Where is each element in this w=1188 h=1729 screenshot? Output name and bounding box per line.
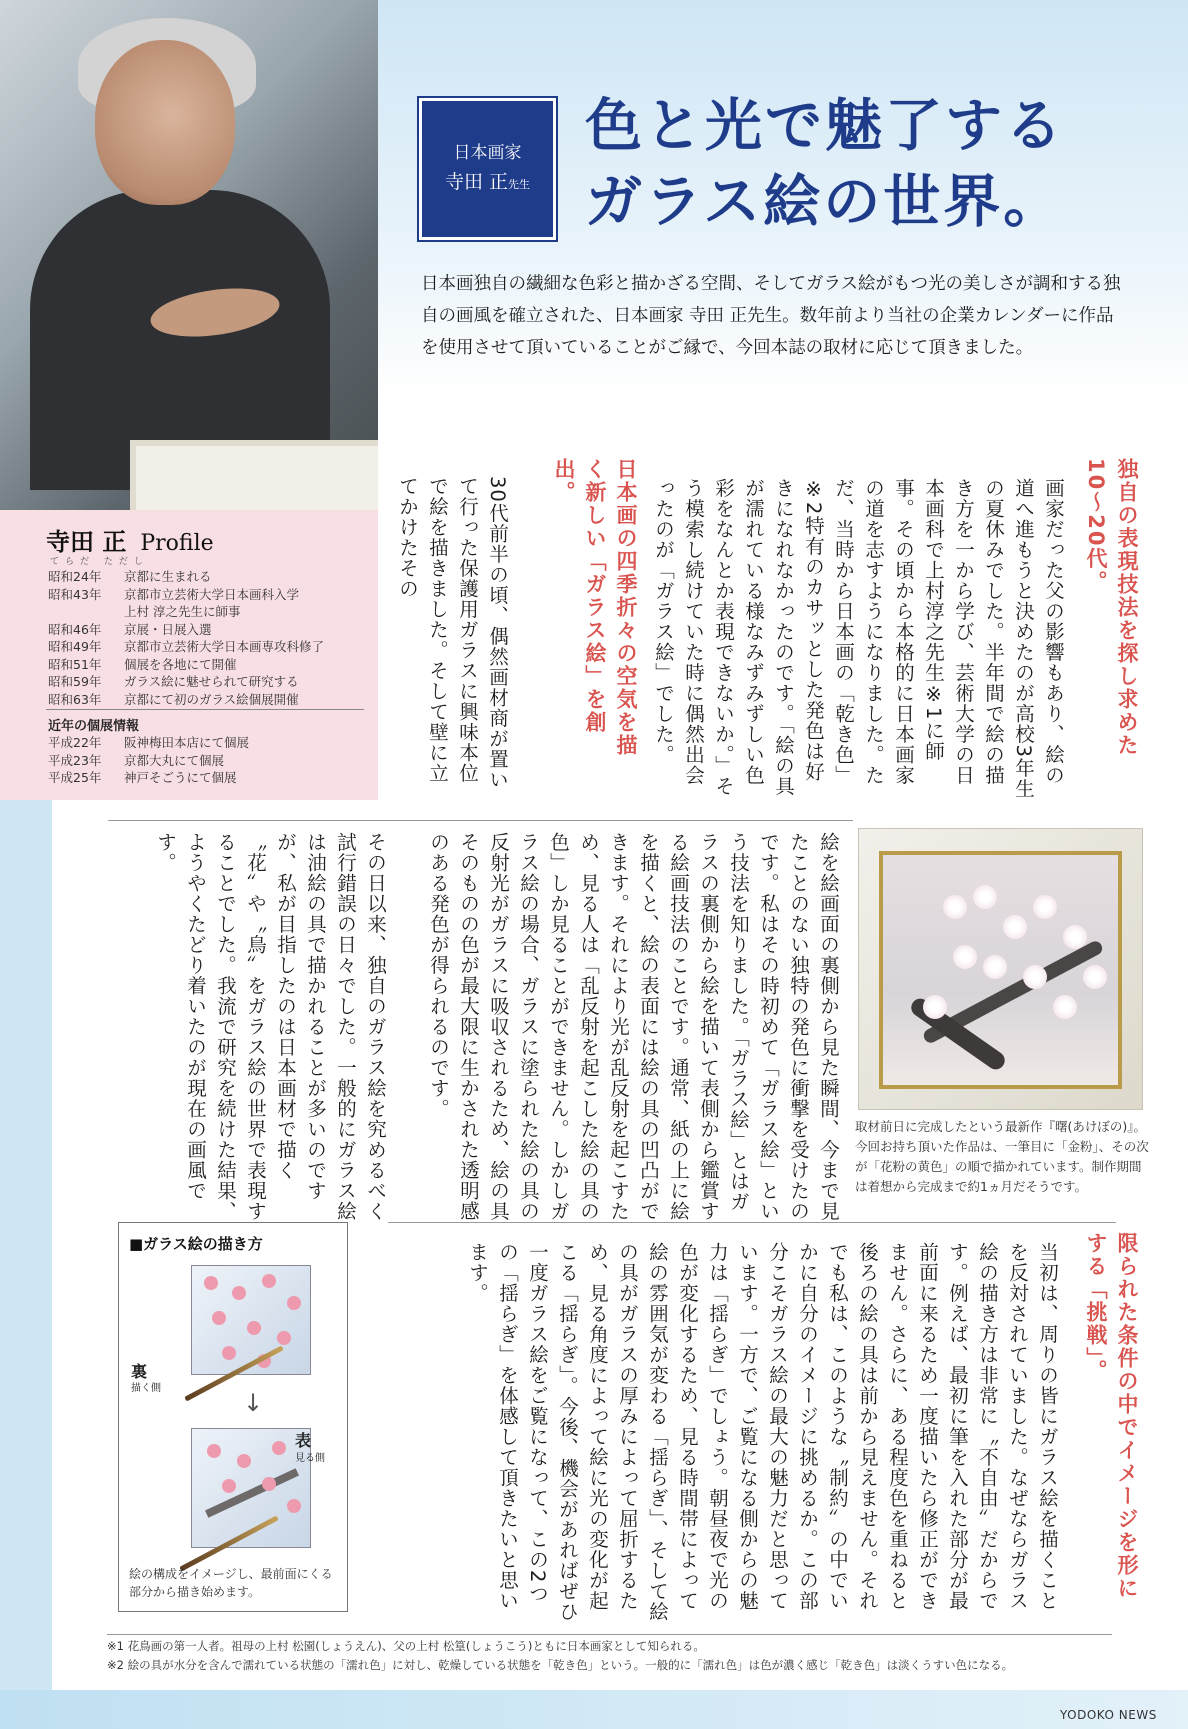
section3-heading: 限られた条件の中でイメージを形にする「挑戦」。 [1084,1232,1139,1600]
career-text: 京都市立芸術大学日本画専攻科修了 [124,639,325,654]
recent-exhibit-year: 平成22年 [48,735,102,750]
career-row [48,621,368,639]
footnote-2: ※2 絵の具が水分を含んで濡れている状態の「濡れ色」に対し、乾燥している状態を「乾き色」という。一般的に「濡れ色」は色が濃く感じ「乾き色」は淡くうすい色になる。 [107,1658,1014,1672]
artist-honorific: 先生 [508,177,531,191]
recent-exhibit-text: 神戸そごうにて個展 [124,770,237,785]
career-text: 京展・日展入選 [124,621,212,637]
career-row [48,656,368,674]
footnote-1: ※1 花鳥画の第一人者。祖母の上村 松園(しょうえん)、父の上村 松篁(しょうこう)ともに日本画家として知られる。 [107,1639,705,1653]
career-year [48,603,124,621]
artist-title-box [419,98,556,240]
artwork-caption: 取材前日に完成したという最新作『曙(あけぼの)』。今回お持ち頂いた作品は、一筆目に「金粉」、その次が「花粉の黄色」の順で描かれています。制作期間は着想から完成まで約1ヵ月だそうです。 [855,1119,1149,1194]
career-text: 京都にて初のガラス絵個展開催 [124,691,299,707]
recent-exhibit-row [48,734,368,752]
recent-exhibit-text: 京都大丸にて個展 [124,752,225,768]
howto-caption: 絵の構成をイメージし、最前面にくる部分から描き始めます。 [129,1567,333,1599]
career-text: 京都市立芸術大学日本画科入学 [124,586,300,602]
career-year: 昭和51年 [48,656,102,672]
recent-exhibit-row [48,752,368,770]
recent-exhibit-text: 阪神梅田本店にて個展 [124,735,250,750]
bottom-band [0,1690,1188,1729]
recent-exhibit-year: 平成25年 [48,770,102,785]
section1-body: 画家だった父の影響もあり、絵の道へ進もうと決めたのが高校3年生の夏休みでした。半年間で絵の描き方を一から学び、芸術大学の日本画科で上村淳之先生※1に師事。その頃から本格的に日本画家の道を志すようになりました。ただ、当時から日本画の「乾き色」※2特有のカサッとした発色は好きになれなかったのです。「絵の具が濡れている様なみずみずしい色彩をなんとか表現できないか。」そう模索し続けていた時に偶然出会ったのが「ガラス絵」でした。 [652,478,1065,799]
headline-line-1: 色と光で魅了する [585,92,1065,159]
career-year: 昭和43年 [48,586,102,602]
career-row [48,603,368,621]
publication-name: YODOKO NEWS [1060,1708,1157,1722]
career-year: 昭和59年 [48,674,102,689]
recent-exhibit-row [48,769,368,787]
career-year: 昭和46年 [48,621,102,637]
artist-role: 日本画家 [453,142,522,163]
career-list [48,568,368,708]
career-row [48,586,368,604]
profile-name: 寺田 正 [46,528,127,556]
section3-body: 当初は、周りの皆にガラス絵を描くことを反対されていました。なぜならガラス絵の描き方は非常に〝不自由〟だからです。例えば、最初に筆を入れた部分が最前面に来るため一度描いたら修正ができません。さらに、ある程度色を重ねると後ろの絵の具は前から見えません。それでも私は、このような〝制約〟の中でいかに自分のイメージに挑めるか。この部分こそガラス絵の最大の魅力だと思っています。一方で、ご覧になる側からの魅力は「揺らぎ」でしょう。朝昼夜で光の色が変化するため、見る時間帯によって絵の雰囲気が変わる「揺らぎ」、そして絵の具がガラスの厚みによって屈折するため、見る角度によって絵に光の変化が起こる「揺らぎ」。今後、機会があればぜひ一度ガラス絵をご覧になって、この2つの「揺らぎ」を体感して頂きたいと思います。 [466,1242,1059,1622]
section1-heading: 独自の表現技法を探し求めた10～20代。 [1084,458,1139,757]
back-label: 裏 [131,1362,148,1381]
back-sub-label: 描く側 [131,1383,161,1394]
howto-title: ■ガラス絵の描き方 [129,1235,263,1253]
artist-name-box [445,167,530,200]
profile-divider [46,709,364,710]
career-text: 上村 淳之先生に師事 [124,604,241,619]
footnotes [107,1634,1157,1675]
column-divider-1 [108,820,853,821]
career-text: 個展を各地にて開催 [124,656,237,672]
headline-line-2: ガラス絵の世界。 [585,168,1064,235]
career-text: ガラス絵に魅せられて研究する [124,674,299,689]
column-divider-2 [388,1222,1116,1223]
profile-name-row [46,522,214,557]
front-sub-label: 見る側 [295,1453,325,1464]
section2-heading: 日本画の四季折々の空気を描く新しい「ガラス絵」を創出。 [552,458,638,757]
career-year: 昭和24年 [48,569,102,584]
artist-name-text: 寺田 正 [444,170,509,193]
career-year: 昭和49年 [48,639,102,654]
page-headline [585,88,1145,240]
career-row [48,568,368,586]
recent-exhibits-title: 近年の個展情報 [48,719,140,734]
artwork-photo [858,828,1143,1110]
career-year: 昭和63年 [48,691,102,707]
recent-exhibit-year: 平成23年 [48,752,102,768]
profile-ruby: てらだ ただし [50,557,149,567]
recent-exhibits-list [48,734,368,787]
section2-body-b: 絵を絵画面の裏側から見た瞬間、今まで見たことのない独特の発色に衝撃を受けたのです。私はその時初めて「ガラス絵」という技法を知りました。「ガラス絵」とはガラスの裏側から絵を描いて表側から鑑賞する絵画技法のことです。通常、紙の上に絵を描くと、絵の表面には絵の具の凹凸ができます。それにより光が乱反射を起こすため、見る人は「乱反射を起こした絵の具の色」しか見ることができません。しかしガラス絵の場合、ガラスに塗られた絵の具の反射光がガラスに吸収されるため、絵の具そのものの色が最大限に生かされた透明感のある発色が得られるのです。 [427,832,840,1222]
howto-diagram [118,1222,348,1612]
career-row [48,673,368,691]
career-row [48,638,368,656]
lead-paragraph: 日本画独自の繊細な色彩と描かざる空間、そしてガラス絵がもつ光の美しさが調和する独自の画風を確立された、日本画家 寺田 正先生。数年前より当社の企業カレンダーに作品を使用させて頂いていることがご縁で、今回本誌の取材に応じて頂きました。 [421,274,1121,358]
profile-label: Profile [140,531,214,556]
glass-pane-back [191,1265,311,1375]
section2-body-a: 30代前半の頃、偶然画材商が置いて行った保護用ガラスに興味本位で絵を描きました。そして壁に立てかけたその [396,476,509,790]
front-label: 表 [295,1431,312,1450]
career-row [48,691,368,709]
career-text: 京都に生まれる [124,569,212,584]
artist-portrait-photo [0,0,378,510]
profile-panel [0,510,378,800]
arrow-down-icon: ↓ [243,1389,264,1417]
section2-body-c: その日以来、独自のガラス絵を究めるべく試行錯誤の日々でした。一般的にガラス絵は油絵の具で描かれることが多いのですが、私が目指したのは日本画材で描く〝花〟や〝鳥〟をガラス絵の世界で表現することでした。我流で研究を続けた結果、ようやくたどり着いたのが現在の画風です。 [154,832,387,1222]
